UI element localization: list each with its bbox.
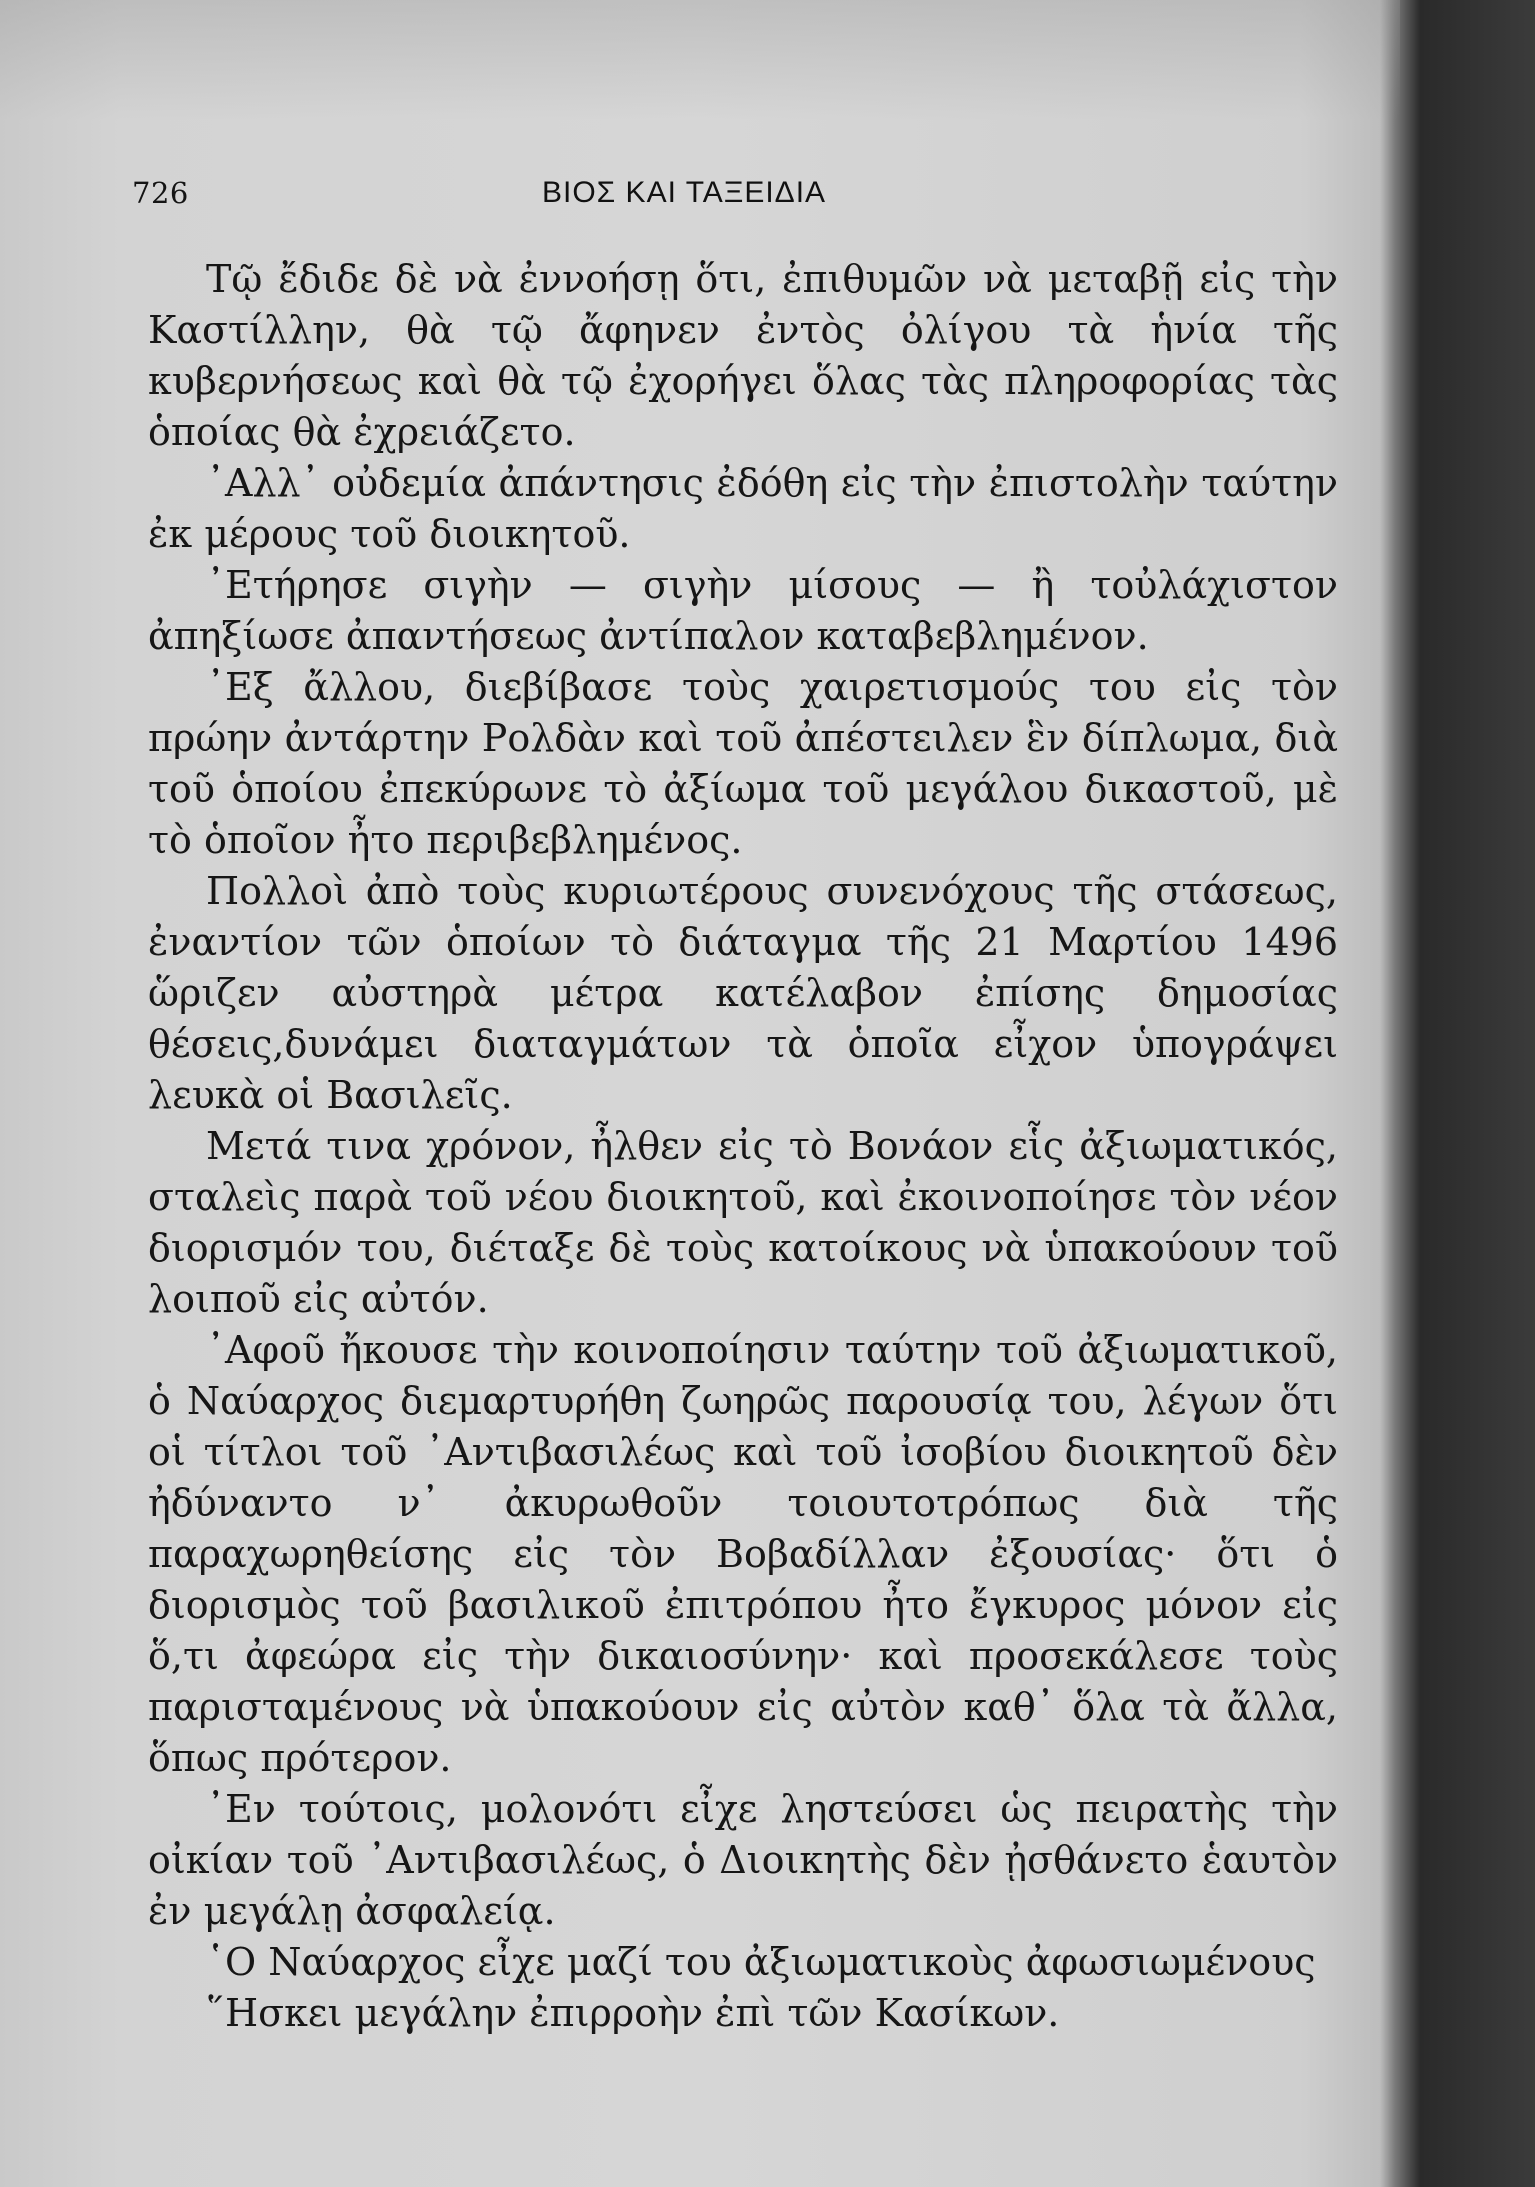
paragraph-8: ᾿Εν τούτοις, μολονότι εἶχε ληστεύσει ὡς πειρατὴς τὴν οἰκίαν τοῦ ᾿Αντιβασιλέως, ὁ Διοικητὴς δὲν ᾐσθάνετο ἑαυτὸν ἐν μεγάλῃ ἀσφαλείᾳ. [148, 1787, 1338, 1933]
paragraph-2: ᾿Αλλ᾿ οὐδεμία ἀπάντησις ἐδόθη εἰς τὴν ἐπιστολὴν ταύτην ἐκ μέρους τοῦ διοικητοῦ. [148, 461, 1338, 556]
paragraph-3: ᾿Ετήρησε σιγὴν — σιγὴν μίσους — ἢ τοὐλάχιστον ἀπηξίωσε ἀπαντήσεως ἀντίπαλον καταβεβλημένον. [148, 563, 1338, 658]
running-head [132, 176, 1332, 216]
paragraph-9: ῾Ο Ναύαρχος εἶχε μαζί του ἀξιωματικοὺς ἀφωσιωμένους [206, 1940, 1316, 1984]
paragraph-6: Μετά τινα χρόνον, ἦλθεν εἰς τὸ Βονάον εἷς ἀξιωματικός, σταλεὶς παρὰ τοῦ νέου διοικητοῦ, καὶ ἐκοινοποίησε τὸν νέον διορισμόν του, διέταξε δὲ τοὺς κατοίκους νὰ ὑπακούουν τοῦ λοιποῦ εἰς αὐτόν. [148, 1124, 1338, 1321]
running-title: ΒΙΟΣ ΚΑΙ ΤΑΞΕΙΔΙΑ [542, 176, 827, 209]
paragraph-4: ᾿Εξ ἄλλου, διεβίβασε τοὺς χαιρετισμούς του εἰς τὸν πρώην ἀντάρτην Ρολδὰν καὶ τοῦ ἀπέστειλεν ἓν δίπλωμα, διὰ τοῦ ὁποίου ἐπεκύρωνε τὸ ἀξίωμα τοῦ μεγάλου δικαστοῦ, μὲ τὸ ὁποῖον ἦτο περιβεβλημένος. [148, 665, 1338, 862]
page-top-shadow [0, 0, 1400, 120]
body-text [148, 254, 1338, 2039]
page-number: 726 [132, 176, 189, 210]
paragraph-7: ᾿Αφοῦ ἤκουσε τὴν κοινοποίησιν ταύτην τοῦ ἀξιωματικοῦ, ὁ Ναύαρχος διεμαρτυρήθη ζωηρῶς παρουσίᾳ του, λέγων ὅτι οἱ τίτλοι τοῦ ᾿Αντιβασιλέως καὶ τοῦ ἰσοβίου διοικητοῦ δὲν ἠδύναντο ν᾿ ἀκυρωθοῦν τοιουτοτρόπως διὰ τῆς παραχωρηθείσης εἰς τὸν Βοβαδίλλαν ἐξουσίας· ὅτι ὁ διορισμὸς τοῦ βασιλικοῦ ἐπιτρόπου ἦτο ἔγκυρος μόνον εἰς ὅ,τι ἀφεώρα εἰς τὴν δικαιοσύνην· καὶ προσεκάλεσε τοὺς παρισταμένους νὰ ὑπακούουν εἰς αὐτὸν καθ᾿ ὅλα τὰ ἄλλα, ὅπως πρότερον. [148, 1328, 1338, 1780]
paragraph-10: ῞Ησκει μεγάλην ἐπιρροὴν ἐπὶ τῶν Κασίκων. [206, 1991, 1060, 2035]
paragraph-5: Πολλοὶ ἀπὸ τοὺς κυριωτέρους συνενόχους τῆς στάσεως, ἐναντίον τῶν ὁποίων τὸ διάταγμα τῆς 21 Μαρτίου 1496 ὥριζεν αὐστηρὰ μέτρα κατέλαβον ἐπίσης δημοσίας θέσεις,δυνάμει διαταγμάτων τὰ ὁποῖα εἶχον ὑπογράψει λευκὰ οἱ Βασιλεῖς. [148, 869, 1338, 1117]
paragraph-1: Τῷ ἔδιδε δὲ νὰ ἐννοήσῃ ὅτι, ἐπιθυμῶν νὰ μεταβῇ εἰς τὴν Καστίλλην, θὰ τῷ ἄφηνεν ἐντὸς ὀλίγου τὰ ἡνία τῆς κυβερνήσεως καὶ θὰ τῷ ἐχορήγει ὅλας τὰς πληροφορίας τὰς ὁποίας θὰ ἐχρειάζετο. [148, 257, 1338, 454]
